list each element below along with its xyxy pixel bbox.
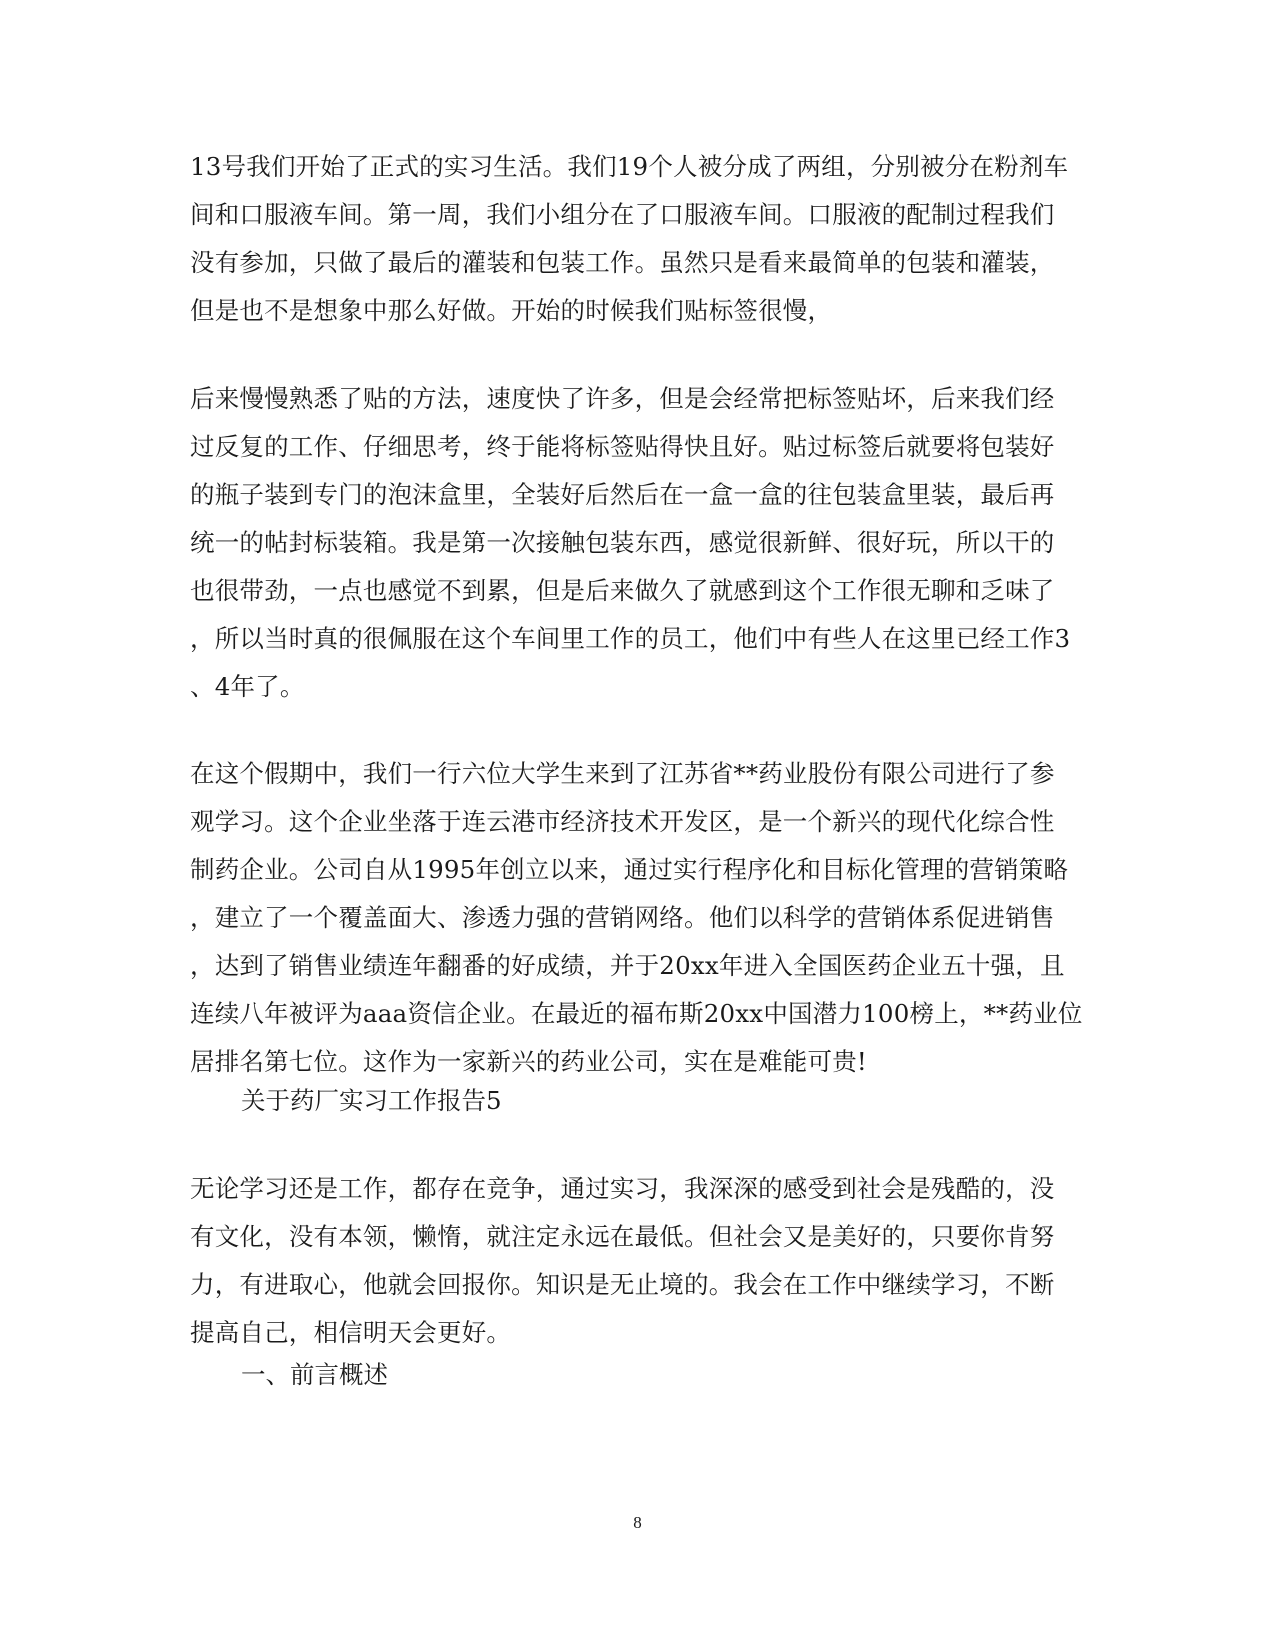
text-line: 但是也不是想象中那么好做。开始的时候我们贴标签很慢， [190, 296, 833, 325]
text-line: 制药企业。公司自从1995年创立以来，通过实行程序化和目标化管理的营销策略 [190, 855, 1069, 884]
text-line: 在这个假期中，我们一行六位大学生来到了江苏省**药业股份有限公司进行了参 [190, 759, 1055, 788]
text-line: 连续八年被评为aaa资信企业。在最近的福布斯20xx中国潜力100榜上，**药业位 [190, 999, 1083, 1028]
text-line: ，所以当时真的很佩服在这个车间里工作的员工，他们中有些人在这里已经工作3 [190, 624, 1071, 653]
text-line: 过反复的工作、仔细思考，终于能将标签贴得快且好。贴过标签后就要将包装好 [190, 432, 1055, 461]
text-line: 、4年了。 [190, 672, 305, 701]
text-line: 有文化，没有本领，懒惰，就注定永远在最低。但社会又是美好的，只要你肯努 [190, 1222, 1055, 1251]
text-line: 提高自己，相信明天会更好。 [190, 1318, 512, 1347]
paragraph-1 [190, 143, 1090, 335]
section-title: 关于药厂实习工作报告5 [241, 1086, 502, 1115]
paragraph-2 [190, 375, 1090, 711]
text-line: ，达到了销售业绩连年翻番的好成绩，并于20xx年进入全国医药企业五十强，且 [190, 951, 1065, 980]
text-line: 后来慢慢熟悉了贴的方法，速度快了许多，但是会经常把标签贴坏，后来我们经 [190, 384, 1055, 413]
text-line: 居排名第七位。这作为一家新兴的药业公司，实在是难能可贵! [190, 1047, 867, 1076]
text-line: 没有参加，只做了最后的灌装和包装工作。虽然只是看来最简单的包装和灌装， [190, 248, 1055, 277]
text-line: 力，有进取心，他就会回报你。知识是无止境的。我会在工作中继续学习，不断 [190, 1270, 1055, 1299]
text-line: 观学习。这个企业坐落于连云港市经济技术开发区，是一个新兴的现代化综合性 [190, 807, 1055, 836]
text-line: 统一的帖封标装箱。我是第一次接触包装东西，感觉很新鲜、很好玩，所以干的 [190, 528, 1055, 557]
subheading: 一、前言概述 [241, 1360, 388, 1389]
text-line: 间和口服液车间。第一周，我们小组分在了口服液车间。口服液的配制过程我们 [190, 200, 1055, 229]
page-number: 8 [633, 1513, 642, 1532]
text-line: 也很带劲，一点也感觉不到累，但是后来做久了就感到这个工作很无聊和乏味了 [190, 576, 1055, 605]
text-line: 13号我们开始了正式的实习生活。我们19个人被分成了两组，分别被分在粉剂车 [190, 152, 1069, 181]
text-line: ，建立了一个覆盖面大、渗透力强的营销网络。他们以科学的营销体系促进销售 [190, 903, 1055, 932]
text-line: 的瓶子装到专门的泡沫盒里，全装好后然后在一盒一盒的往包装盒里装，最后再 [190, 480, 1055, 509]
text-line: 无论学习还是工作，都存在竞争，通过实习，我深深的感受到社会是残酷的，没 [190, 1174, 1055, 1203]
paragraph-3 [190, 750, 1090, 1086]
paragraph-4 [190, 1165, 1090, 1357]
